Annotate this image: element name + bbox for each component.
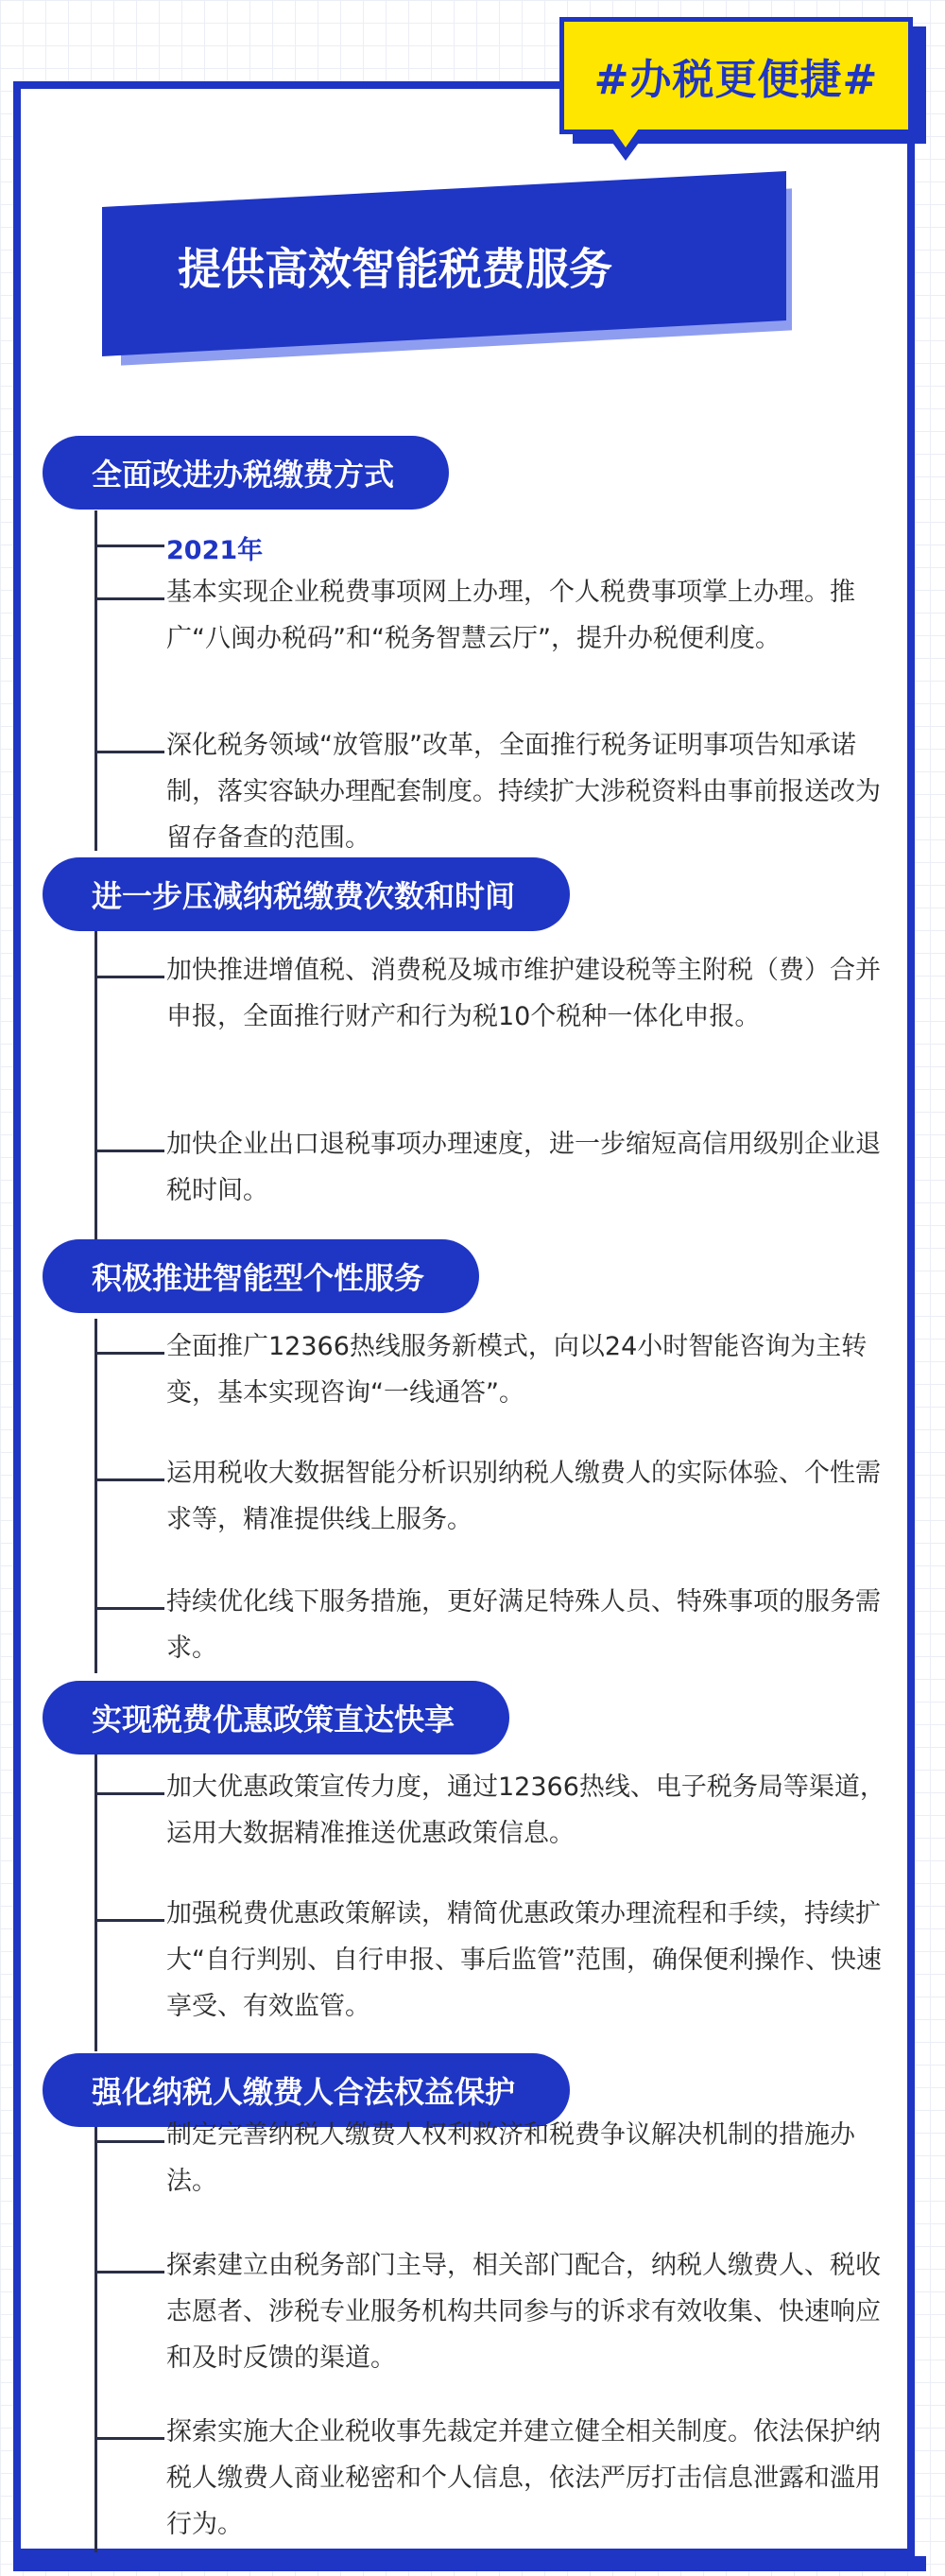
timeline-tick <box>94 1150 164 1152</box>
hashtag-text: #办税更便捷# <box>593 56 879 104</box>
section-heading: 积极推进智能型个性服务 <box>43 1239 479 1313</box>
section-heading: 进一步压减纳税缴费次数和时间 <box>43 857 570 931</box>
section-heading: 实现税费优惠政策直达快享 <box>43 1681 509 1755</box>
timeline-tick <box>94 1919 164 1922</box>
timeline-tick <box>94 597 164 600</box>
timeline-line-4 <box>94 1754 97 2051</box>
section-item: 深化税务领域“放管服”改革，全面推行税务证明事项告知承诺制，落实容缺办理配套制度。持续扩大涉税资料由事前报送改为留存备查的范围。 <box>166 731 881 853</box>
hashtag-tag-tail-fill <box>612 129 639 147</box>
section-item: 基本实现企业税费事项网上办理，个人税费事项掌上办理。推广“八闽办税码”和“税务智慧云厅”，提升办税便利度。 <box>166 578 855 653</box>
section-heading: 强化纳税人缴费人合法权益保护 <box>43 2053 570 2127</box>
section-item: 全面推广12366热线服务新模式，向以24小时智能咨询为主转变，基本实现咨询“一线通答”。 <box>166 1332 868 1408</box>
section-item: 运用税收大数据智能分析识别纳税人缴费人的实际体验、个性需求等，精准提供线上服务。 <box>166 1459 881 1534</box>
section-item: 加强税费优惠政策解读，精简优惠政策办理流程和手续，持续扩大“自行判别、自行申报、事后监管”范围，确保便利操作、快速享受、有效监管。 <box>166 1899 882 2021</box>
section-item: 探索实施大企业税收事先裁定并建立健全相关制度。依法保护纳税人缴费人商业秘密和个人信息，依法严厉打击信息泄露和滥用行为。 <box>166 2417 881 2539</box>
timeline-line-1 <box>94 510 97 851</box>
timeline-line-3 <box>94 1319 97 1673</box>
timeline-tick <box>94 1792 164 1795</box>
hashtag-tag <box>559 17 913 134</box>
timeline-tick <box>94 545 164 547</box>
timeline-tick <box>94 976 164 978</box>
section-item: 制定完善纳税人缴费人权利救济和税费争议解决机制的措施办法。 <box>166 2120 855 2196</box>
year-label: 2021年 <box>166 536 264 565</box>
timeline-tick <box>94 751 164 753</box>
timeline-tick <box>94 2140 164 2143</box>
section-item: 加快企业出口退税事项办理速度，进一步缩短高信用级别企业退税时间。 <box>166 1130 881 1205</box>
section-item: 探索建立由税务部门主导，相关部门配合，纳税人缴费人、税收志愿者、涉税专业服务机构共同参与的诉求有效收集、快速响应和及时反馈的渠道。 <box>166 2251 881 2373</box>
bottom-border <box>13 2556 926 2571</box>
page-title: 提供高效智能税费服务 <box>178 243 612 295</box>
timeline-tick <box>94 1352 164 1355</box>
timeline-line-5 <box>94 2127 97 2552</box>
section-heading: 全面改进办税缴费方式 <box>43 436 449 510</box>
section-item: 加大优惠政策宣传力度，通过12366热线、电子税务局等渠道，运用大数据精准推送优惠政策信息。 <box>166 1772 885 1848</box>
timeline-tick <box>94 2271 164 2273</box>
timeline-tick <box>94 2437 164 2440</box>
timeline-tick <box>94 1607 164 1610</box>
section-item: 加快推进增值税、消费税及城市维护建设税等主附税（费）合并申报，全面推行财产和行为税10个税种一体化申报。 <box>166 956 881 1031</box>
timeline-tick <box>94 1478 164 1481</box>
section-item: 持续优化线下服务措施，更好满足特殊人员、特殊事项的服务需求。 <box>166 1587 881 1663</box>
